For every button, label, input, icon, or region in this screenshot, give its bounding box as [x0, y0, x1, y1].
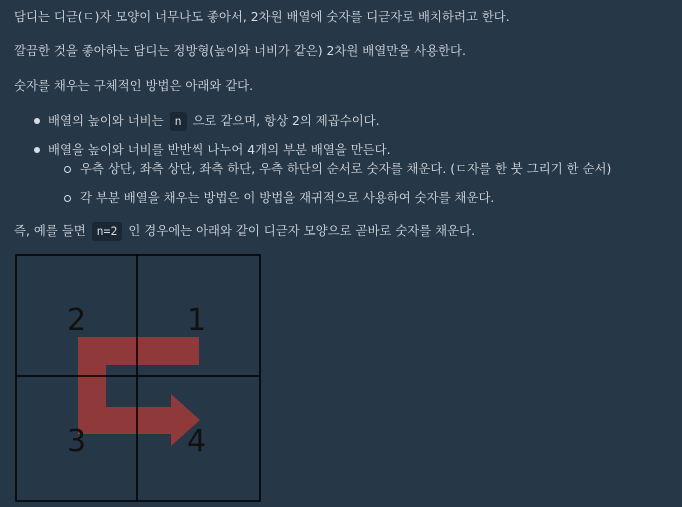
list-item-text: 으로 같으며, 항상 2의 제곱수이다. [192, 113, 380, 128]
grid-outer [16, 255, 260, 501]
digeut-diagram [15, 254, 261, 502]
intro-paragraph: 담디는 디귿(ㄷ)자 모양이 너무나도 좋아서, 2차원 배열에 숫자를 디귿자로 배치하려고 한다. [14, 9, 510, 24]
sub-list-bullet [64, 166, 71, 173]
cell-label-3: 3 [67, 424, 87, 459]
example-figure [15, 254, 261, 502]
example-text: 인 경우에는 아래와 같이 디귿자 모양으로 곧바로 숫자를 채운다. [128, 223, 476, 238]
list-item-text: 배열의 높이와 너비는 [48, 113, 164, 128]
example-paragraph [14, 222, 475, 241]
example-text: 즉, 예를 들면 [14, 223, 86, 238]
cell-label-4: 4 [187, 424, 207, 459]
digeut-arrow [78, 337, 200, 446]
sub-list-item: 각 부분 배열을 채우는 방법은 이 방법을 재귀적으로 사용하여 숫자를 채운다. [80, 190, 495, 205]
square-array-paragraph: 깔끔한 것을 좋아하는 담디는 정방형(높이와 너비가 같은) 2차원 배열만을 사용한다. [14, 43, 466, 58]
method-paragraph: 숫자를 채우는 구체적인 방법은 아래와 같다. [14, 78, 254, 93]
cell-label-2: 2 [67, 303, 87, 338]
list-item: 배열을 높이와 너비를 반반씩 나누어 4개의 부분 배열을 만든다. [48, 142, 391, 157]
list-item [48, 112, 380, 131]
list-bullet [34, 118, 40, 124]
sub-list-item: 우측 상단, 좌측 상단, 좌측 하단, 우측 하단의 순서로 숫자를 채운다. (ㄷ자를 한 붓 그리기 한 순서) [80, 161, 612, 176]
sub-list-bullet [64, 195, 71, 202]
list-bullet [34, 147, 40, 153]
cell-label-1: 1 [187, 303, 207, 338]
inline-code-n: n [170, 112, 187, 131]
inline-code-n2: n=2 [92, 222, 123, 241]
